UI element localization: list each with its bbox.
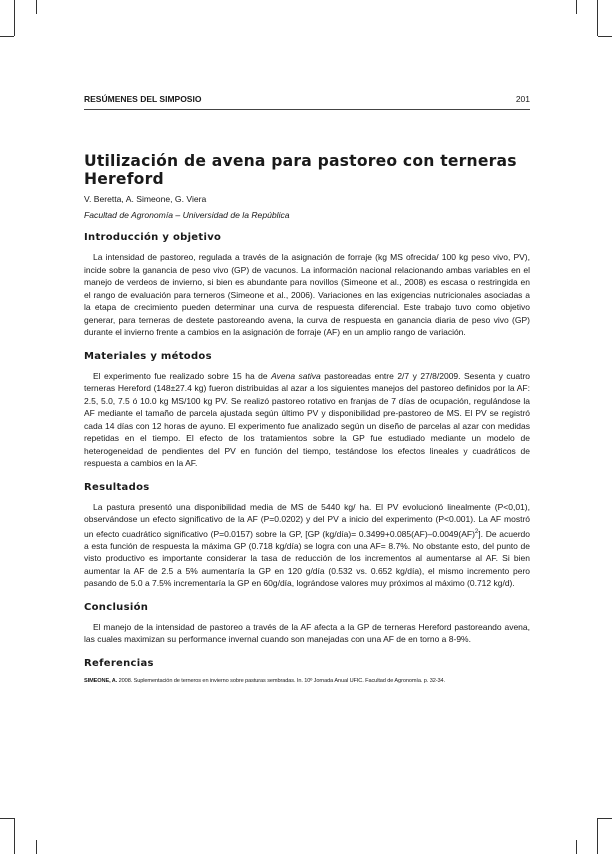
reference-entry	[84, 677, 530, 685]
reference-text: 2008. Suplementación de terneros en invierno sobre pasturas sembradas. In. 10º Jornada Anual UFIC. Facultad de Agronomía. p. 32-34.	[117, 677, 445, 684]
crop-mark	[597, 0, 598, 36]
methods-heading: Materiales y métodos	[84, 350, 212, 362]
authors: V. Beretta, A. Simeone, G. Viera	[84, 194, 207, 204]
species-name: Avena sativa	[271, 370, 321, 381]
crop-mark	[597, 818, 598, 854]
crop-mark	[0, 36, 14, 37]
crop-mark	[576, 840, 577, 854]
reference-author: SIMEONE, A.	[84, 677, 118, 684]
results-heading: Resultados	[84, 481, 150, 493]
crop-mark	[36, 0, 37, 14]
references-heading: Referencias	[84, 657, 154, 669]
methods-text-a: El experimento fue realizado sobre 15 ha de	[93, 370, 272, 381]
crop-mark	[598, 36, 612, 37]
methods-paragraph	[84, 370, 530, 470]
results-paragraph	[84, 501, 530, 590]
section-title: RESÚMENES DEL SIMPOSIO	[84, 94, 202, 104]
intro-heading: Introducción y objetivo	[84, 232, 222, 243]
conclusion-paragraph: El manejo de la intensidad de pastoreo a través de la AF afecta a la GP de terneras Hereford pastoreando avena, las cuales maximizan su performance invernal cuando son manejadas con una AF de en torno a 8-9%.	[84, 621, 530, 645]
affiliation: Facultad de Agronomía – Universidad de la República	[84, 210, 290, 220]
results-text-b: ]. De acuerdo a esta función de respuesta la máxima GP (0.718 kg/día) se logra con una AF= 8.7%. No obstante esto, del punto de visto productivo es importante considerar la tasa de reducción de los incrementos al aumentarse al AF. Si bien aumentar la AF de 2.5 a 5% aumentaría la GP en 120 g/día (0.532 vs. 0.652 kg/día), el mismo incremento pero pasando de 5.0 a 7.5% incrementaría la GP en 60g/día, lográndose valores muy próximos al máximo (0.712 kg/d).	[84, 528, 531, 589]
exponent: 2	[474, 528, 479, 535]
running-head	[84, 94, 530, 110]
crop-mark	[14, 818, 15, 854]
crop-mark	[36, 840, 37, 854]
methods-text-b: pastoreadas entre 2/7 y 27/8/2009. Sesenta y cuatro terneras Hereford (148±27.4 kg) fueron distribuidas al azar a los siguientes manejos del pastoreo definidos por la AF: 2.5, 5.0, 7.5 ó 10.0 kg MS/100 kg PV. Se realizó pastoreo rotativo en franjas de 7 días de ocupación, regulándose la AF mediante el tamaño de parcela ajustada según último PV y disponibilidad pre-pastoreo de MS. El PV se registró cada 14 días con 12 horas de ayuno. El experimento fue analizado según un diseño de parcelas al azar con medidas repetidas en el tiempo. El efecto de los tratamientos sobre la GP fue estudiado mediante un modelo de heterogeneidad de pendientes del PV en función del tiempo, testándose los efectos lineales y cuadráticos de respuesta a cambios en la AF.	[84, 370, 531, 468]
conclusion-heading: Conclusión	[84, 601, 149, 613]
intro-paragraph: La intensidad de pastoreo, regulada a través de la asignación de forraje (kg MS ofrecida/ 100 kg peso vivo, PV), incide sobre la ganancia de peso vivo (GP) de vacunos. La información nacional relacionando ambas variables en el manejo de verdeos de invierno, si bien es abundante para novillos (Simeone et al., 2008) es escasa o restringida en el rango de evaluación para terneros (Simeone et al., 2006). Variaciones en las exigencias nutricionales asociadas a la etapa de crecimiento pueden determinar una curva de respuesta diferencial. Este trabajo tuvo como objetivo generar, para terneras de destete pastoreando avena, la curva de respuesta en ganancia diaria de peso vivo (GP) durante el invierno frente a cambios en la asignación de forraje (AF) en un amplio rango de variación.	[84, 252, 530, 337]
page-content	[84, 94, 530, 685]
crop-mark	[0, 818, 14, 819]
page-number: 201	[515, 94, 530, 104]
crop-mark	[598, 818, 612, 819]
crop-mark	[14, 0, 15, 36]
results-text-a: La pastura presentó una disponibilidad media de MS de 5440 kg/ ha. El PV evolucionó linealmente (P<0,01), observándose un efecto significativo de la AF (P=0.0202) y del PV a inicio del experimento (P<0.001). La AF mostró un efecto cuadrático significativo (P=0.0157) sobre la GP, [GP (kg/día)= 0.3499+0.085(AF)–0.0049(AF)	[84, 501, 530, 539]
crop-mark	[576, 0, 577, 14]
article-title: Utilización de avena para pastoreo con terneras Hereford	[84, 152, 517, 188]
